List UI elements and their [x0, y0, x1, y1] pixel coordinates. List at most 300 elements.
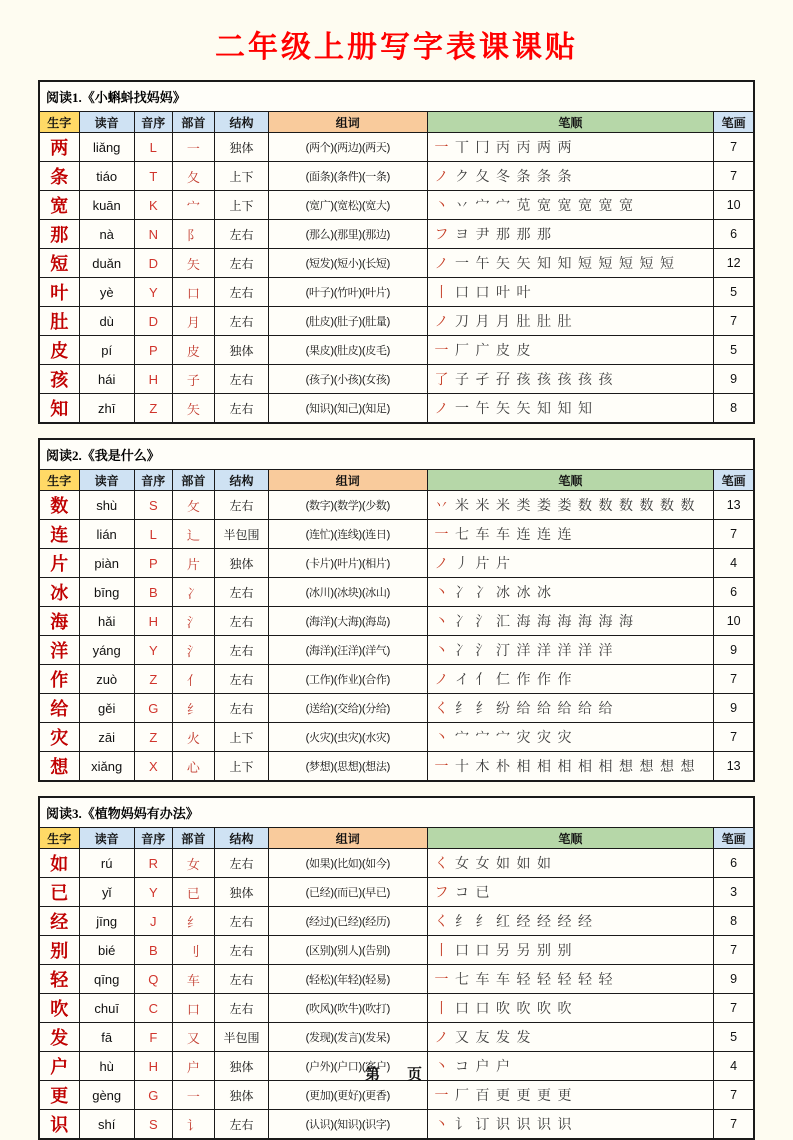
cell-strokes: 丶 冫 氵 汇 海 海 海 海 海 海 — [427, 607, 714, 636]
worksheet-table-2 — [38, 438, 755, 782]
cell-radical: 氵 — [172, 607, 214, 636]
cell-radical: 攵 — [172, 491, 214, 520]
column-header-words: 组词 — [269, 112, 427, 133]
cell-strokes: 一 厂 广 皮 皮 — [427, 336, 714, 365]
cell-pinyin: xiǎng — [79, 752, 134, 782]
table-row — [39, 191, 754, 220]
table-row — [39, 994, 754, 1023]
table-row — [39, 607, 754, 636]
cell-char: 连 — [39, 520, 79, 549]
cell-char: 户 — [39, 1052, 79, 1081]
table-row — [39, 849, 754, 878]
cell-radical: 车 — [172, 965, 214, 994]
cell-count: 5 — [714, 278, 754, 307]
cell-words: (区别)(别人)(告别) — [269, 936, 427, 965]
cell-initial: C — [134, 994, 172, 1023]
cell-words: (火灾)(虫灾)(水灾) — [269, 723, 427, 752]
table-caption: 阅读2.《我是什么》 — [39, 439, 754, 470]
cell-radical: 女 — [172, 849, 214, 878]
cell-words: (果皮)(肚皮)(皮毛) — [269, 336, 427, 365]
column-header-radical: 部首 — [172, 470, 214, 491]
cell-words: (叶子)(竹叶)(叶片) — [269, 278, 427, 307]
cell-pinyin: nà — [79, 220, 134, 249]
table-row — [39, 162, 754, 191]
cell-char: 皮 — [39, 336, 79, 365]
cell-char: 想 — [39, 752, 79, 782]
table-row — [39, 307, 754, 336]
cell-radical: 氵 — [172, 636, 214, 665]
cell-count: 13 — [714, 752, 754, 782]
cell-count: 7 — [714, 936, 754, 965]
cell-pinyin: zuò — [79, 665, 134, 694]
cell-pinyin: zhī — [79, 394, 134, 424]
cell-initial: R — [134, 849, 172, 878]
cell-initial: H — [134, 365, 172, 394]
cell-radical: 辶 — [172, 520, 214, 549]
cell-words: (两个)(两边)(两天) — [269, 133, 427, 162]
cell-initial: L — [134, 133, 172, 162]
cell-words: (孩子)(小孩)(女孩) — [269, 365, 427, 394]
cell-radical: 心 — [172, 752, 214, 782]
cell-structure: 左右 — [214, 994, 268, 1023]
column-header-structure: 结构 — [214, 470, 268, 491]
cell-strokes: 一 七 车 车 轻 轻 轻 轻 轻 — [427, 965, 714, 994]
table-row — [39, 1023, 754, 1052]
cell-pinyin: chuī — [79, 994, 134, 1023]
cell-structure: 独体 — [214, 133, 268, 162]
cell-char: 别 — [39, 936, 79, 965]
cell-initial: N — [134, 220, 172, 249]
cell-strokes: 丶 冫 冫 冰 冰 冰 — [427, 578, 714, 607]
cell-radical: 阝 — [172, 220, 214, 249]
column-header-words: 组词 — [269, 828, 427, 849]
cell-strokes: 丶 宀 宀 宀 灾 灾 灾 — [427, 723, 714, 752]
cell-structure: 左右 — [214, 491, 268, 520]
cell-words: (送给)(交给)(分给) — [269, 694, 427, 723]
cell-pinyin: liǎng — [79, 133, 134, 162]
cell-radical: 皮 — [172, 336, 214, 365]
cell-pinyin: hǎi — [79, 607, 134, 636]
cell-initial: H — [134, 607, 172, 636]
cell-radical: 口 — [172, 994, 214, 1023]
cell-words: (卡片)(叶片)(相片) — [269, 549, 427, 578]
column-header-structure: 结构 — [214, 112, 268, 133]
cell-initial: G — [134, 1081, 172, 1110]
cell-radical: 纟 — [172, 907, 214, 936]
cell-words: (如果)(比如)(如今) — [269, 849, 427, 878]
cell-pinyin: bīng — [79, 578, 134, 607]
table-row — [39, 936, 754, 965]
cell-structure: 左右 — [214, 849, 268, 878]
cell-words: (户外)(户口)(客户) — [269, 1052, 427, 1081]
cell-radical: 片 — [172, 549, 214, 578]
cell-strokes: 一 七 车 车 连 连 连 — [427, 520, 714, 549]
cell-words: (宽广)(宽松)(宽大) — [269, 191, 427, 220]
cell-pinyin: fā — [79, 1023, 134, 1052]
cell-structure: 左右 — [214, 607, 268, 636]
cell-pinyin: yáng — [79, 636, 134, 665]
cell-words: (发现)(发言)(发呆) — [269, 1023, 427, 1052]
column-header-pinyin: 读音 — [79, 828, 134, 849]
cell-count: 5 — [714, 336, 754, 365]
cell-count: 12 — [714, 249, 754, 278]
cell-words: (工作)(作业)(合作) — [269, 665, 427, 694]
cell-pinyin: hù — [79, 1052, 134, 1081]
column-header-count: 笔画 — [714, 470, 754, 491]
cell-structure: 左右 — [214, 936, 268, 965]
cell-count: 9 — [714, 365, 754, 394]
cell-radical: 火 — [172, 723, 214, 752]
cell-strokes: 丨 口 口 吹 吹 吹 吹 — [427, 994, 714, 1023]
cell-strokes: ノ 又 友 发 发 — [427, 1023, 714, 1052]
cell-radical: 一 — [172, 1081, 214, 1110]
cell-char: 海 — [39, 607, 79, 636]
cell-count: 4 — [714, 1052, 754, 1081]
cell-structure: 左右 — [214, 1110, 268, 1140]
cell-char: 孩 — [39, 365, 79, 394]
column-header-count: 笔画 — [714, 828, 754, 849]
cell-char: 已 — [39, 878, 79, 907]
cell-structure: 上下 — [214, 191, 268, 220]
cell-initial: H — [134, 1052, 172, 1081]
cell-words: (冰川)(冰块)(冰山) — [269, 578, 427, 607]
cell-radical: 亻 — [172, 665, 214, 694]
cell-initial: K — [134, 191, 172, 220]
column-header-strokes: 笔顺 — [427, 828, 714, 849]
cell-count: 7 — [714, 1110, 754, 1140]
cell-char: 经 — [39, 907, 79, 936]
cell-char: 灾 — [39, 723, 79, 752]
cell-count: 9 — [714, 694, 754, 723]
cell-pinyin: zāi — [79, 723, 134, 752]
cell-structure: 左右 — [214, 365, 268, 394]
cell-strokes: 一 丅 冂 丙 丙 两 两 — [427, 133, 714, 162]
column-header-initial: 音序 — [134, 112, 172, 133]
cell-strokes: く 纟 纟 纷 给 给 给 给 给 — [427, 694, 714, 723]
header-row — [39, 470, 754, 491]
cell-count: 4 — [714, 549, 754, 578]
cell-words: (经过)(已经)(经历) — [269, 907, 427, 936]
cell-words: (数字)(数学)(少数) — [269, 491, 427, 520]
cell-words: (连忙)(连线)(连日) — [269, 520, 427, 549]
cell-count: 7 — [714, 307, 754, 336]
cell-count: 7 — [714, 723, 754, 752]
cell-radical: 口 — [172, 278, 214, 307]
cell-char: 肚 — [39, 307, 79, 336]
cell-char: 两 — [39, 133, 79, 162]
cell-initial: P — [134, 549, 172, 578]
table-row — [39, 965, 754, 994]
cell-char: 宽 — [39, 191, 79, 220]
table-caption: 阅读1.《小蝌蚪找妈妈》 — [39, 81, 754, 112]
cell-char: 吹 — [39, 994, 79, 1023]
table-row — [39, 220, 754, 249]
cell-pinyin: bié — [79, 936, 134, 965]
cell-count: 7 — [714, 665, 754, 694]
cell-structure: 左右 — [214, 636, 268, 665]
worksheet-table-1 — [38, 80, 755, 424]
page-title: 二年级上册写字表课课贴 — [215, 31, 578, 64]
cell-initial: Z — [134, 394, 172, 424]
table-row — [39, 723, 754, 752]
table-row — [39, 365, 754, 394]
cell-radical: 冫 — [172, 578, 214, 607]
column-header-count: 笔画 — [714, 112, 754, 133]
cell-strokes: 丨 口 口 叶 叶 — [427, 278, 714, 307]
cell-words: (短发)(短小)(长短) — [269, 249, 427, 278]
cell-initial: B — [134, 936, 172, 965]
column-header-char: 生字 — [39, 112, 79, 133]
cell-strokes: 一 厂 百 更 更 更 更 — [427, 1081, 714, 1110]
cell-count: 6 — [714, 220, 754, 249]
cell-initial: X — [134, 752, 172, 782]
column-header-structure: 结构 — [214, 828, 268, 849]
cell-pinyin: piàn — [79, 549, 134, 578]
cell-radical: 宀 — [172, 191, 214, 220]
cell-initial: D — [134, 307, 172, 336]
table-row — [39, 752, 754, 782]
cell-count: 7 — [714, 520, 754, 549]
cell-char: 数 — [39, 491, 79, 520]
cell-count: 13 — [714, 491, 754, 520]
cell-initial: J — [134, 907, 172, 936]
cell-strokes: 丶 讠 订 识 识 识 识 — [427, 1110, 714, 1140]
cell-count: 7 — [714, 162, 754, 191]
table-row — [39, 394, 754, 424]
table-row — [39, 336, 754, 365]
cell-structure: 独体 — [214, 1081, 268, 1110]
cell-char: 条 — [39, 162, 79, 191]
cell-pinyin: gěi — [79, 694, 134, 723]
table-row — [39, 878, 754, 907]
cell-initial: Z — [134, 665, 172, 694]
cell-pinyin: lián — [79, 520, 134, 549]
cell-pinyin: pí — [79, 336, 134, 365]
cell-strokes: ノ イ 亻 仁 作 作 作 — [427, 665, 714, 694]
cell-initial: P — [134, 336, 172, 365]
cell-initial: Y — [134, 278, 172, 307]
cell-pinyin: rú — [79, 849, 134, 878]
cell-count: 9 — [714, 636, 754, 665]
cell-count: 10 — [714, 191, 754, 220]
cell-structure: 左右 — [214, 220, 268, 249]
cell-radical: 月 — [172, 307, 214, 336]
cell-initial: Z — [134, 723, 172, 752]
cell-structure: 左右 — [214, 394, 268, 424]
cell-strokes: 一 十 木 朴 相 相 相 相 相 想 想 想 想 — [427, 752, 714, 782]
cell-char: 洋 — [39, 636, 79, 665]
cell-structure: 左右 — [214, 278, 268, 307]
cell-char: 识 — [39, 1110, 79, 1140]
table-row — [39, 694, 754, 723]
cell-radical: 已 — [172, 878, 214, 907]
table-row — [39, 1110, 754, 1140]
worksheet-table-3 — [38, 796, 755, 1140]
cell-radical: 一 — [172, 133, 214, 162]
cell-radical: 纟 — [172, 694, 214, 723]
cell-structure: 左右 — [214, 694, 268, 723]
cell-pinyin: duǎn — [79, 249, 134, 278]
cell-count: 6 — [714, 849, 754, 878]
cell-count: 7 — [714, 1081, 754, 1110]
tables — [38, 80, 755, 1140]
cell-initial: D — [134, 249, 172, 278]
cell-pinyin: jīng — [79, 907, 134, 936]
column-header-radical: 部首 — [172, 112, 214, 133]
table-row — [39, 133, 754, 162]
cell-strokes: ノ 丿 片 片 — [427, 549, 714, 578]
cell-pinyin: kuān — [79, 191, 134, 220]
cell-char: 知 — [39, 394, 79, 424]
cell-count: 6 — [714, 578, 754, 607]
cell-char: 轻 — [39, 965, 79, 994]
cell-char: 叶 — [39, 278, 79, 307]
cell-pinyin: dù — [79, 307, 134, 336]
cell-count: 7 — [714, 133, 754, 162]
cell-count: 8 — [714, 394, 754, 424]
table-row — [39, 278, 754, 307]
cell-words: (那么)(那里)(那边) — [269, 220, 427, 249]
cell-char: 如 — [39, 849, 79, 878]
cell-words: (梦想)(思想)(想法) — [269, 752, 427, 782]
table-row — [39, 907, 754, 936]
cell-char: 给 — [39, 694, 79, 723]
table-row — [39, 665, 754, 694]
cell-char: 片 — [39, 549, 79, 578]
cell-initial: G — [134, 694, 172, 723]
cell-structure: 左右 — [214, 965, 268, 994]
cell-count: 7 — [714, 994, 754, 1023]
cell-words: (肚皮)(肚子)(肚量) — [269, 307, 427, 336]
page-footer: 第 页 — [364, 1066, 428, 1083]
cell-char: 冰 — [39, 578, 79, 607]
column-header-initial: 音序 — [134, 470, 172, 491]
column-header-char: 生字 — [39, 470, 79, 491]
cell-words: (知识)(知己)(知足) — [269, 394, 427, 424]
column-header-char: 生字 — [39, 828, 79, 849]
table-row — [39, 491, 754, 520]
cell-radical: 讠 — [172, 1110, 214, 1140]
table-row — [39, 578, 754, 607]
cell-pinyin: yǐ — [79, 878, 134, 907]
cell-words: (已经)(而已)(早已) — [269, 878, 427, 907]
cell-initial: Y — [134, 636, 172, 665]
cell-structure: 左右 — [214, 578, 268, 607]
cell-structure: 左右 — [214, 307, 268, 336]
cell-words: (面条)(条件)(一条) — [269, 162, 427, 191]
cell-structure: 左右 — [214, 249, 268, 278]
cell-strokes: 丶 コ 户 户 — [427, 1052, 714, 1081]
cell-strokes: 了 子 孑 孖 孩 孩 孩 孩 孩 — [427, 365, 714, 394]
cell-strokes: 丶 冫 氵 汀 洋 洋 洋 洋 洋 — [427, 636, 714, 665]
cell-structure: 独体 — [214, 549, 268, 578]
cell-pinyin: hái — [79, 365, 134, 394]
cell-structure: 独体 — [214, 1052, 268, 1081]
cell-radical: 矢 — [172, 394, 214, 424]
cell-radical: 夂 — [172, 162, 214, 191]
cell-words: (海洋)(汪洋)(洋气) — [269, 636, 427, 665]
table-row — [39, 549, 754, 578]
table-row — [39, 1081, 754, 1110]
cell-strokes: ノ 一 午 矢 矢 知 知 知 — [427, 394, 714, 424]
cell-structure: 独体 — [214, 878, 268, 907]
cell-words: (轻松)(年轻)(轻易) — [269, 965, 427, 994]
cell-char: 短 — [39, 249, 79, 278]
cell-structure: 上下 — [214, 723, 268, 752]
table-row — [39, 636, 754, 665]
cell-strokes: フ ヨ 尹 那 那 那 — [427, 220, 714, 249]
table-caption: 阅读3.《植物妈妈有办法》 — [39, 797, 754, 828]
cell-strokes: く 女 女 如 如 如 — [427, 849, 714, 878]
cell-structure: 左右 — [214, 665, 268, 694]
cell-count: 9 — [714, 965, 754, 994]
cell-strokes: 丨 口 口 另 另 别 别 — [427, 936, 714, 965]
cell-strokes: 丶 丷 宀 宀 苋 宽 宽 宽 宽 宽 — [427, 191, 714, 220]
cell-pinyin: shù — [79, 491, 134, 520]
column-header-initial: 音序 — [134, 828, 172, 849]
table-row — [39, 520, 754, 549]
cell-count: 5 — [714, 1023, 754, 1052]
cell-strokes: フ コ 已 — [427, 878, 714, 907]
cell-strokes: 丷 米 米 米 类 娄 娄 数 数 数 数 数 数 — [427, 491, 714, 520]
cell-char: 作 — [39, 665, 79, 694]
table-row — [39, 249, 754, 278]
cell-structure: 半包围 — [214, 1023, 268, 1052]
cell-strokes: く 纟 纟 红 经 经 经 经 — [427, 907, 714, 936]
cell-count: 10 — [714, 607, 754, 636]
cell-initial: Q — [134, 965, 172, 994]
cell-initial: T — [134, 162, 172, 191]
column-header-strokes: 笔顺 — [427, 470, 714, 491]
cell-words: (更加)(更好)(更香) — [269, 1081, 427, 1110]
cell-structure: 独体 — [214, 336, 268, 365]
cell-words: (海洋)(大海)(海岛) — [269, 607, 427, 636]
cell-radical: 又 — [172, 1023, 214, 1052]
column-header-pinyin: 读音 — [79, 470, 134, 491]
column-header-strokes: 笔顺 — [427, 112, 714, 133]
cell-radical: 子 — [172, 365, 214, 394]
cell-char: 更 — [39, 1081, 79, 1110]
cell-count: 8 — [714, 907, 754, 936]
cell-initial: S — [134, 491, 172, 520]
header-row — [39, 112, 754, 133]
cell-structure: 半包围 — [214, 520, 268, 549]
cell-strokes: ノ ク 夂 冬 条 条 条 — [427, 162, 714, 191]
cell-pinyin: yè — [79, 278, 134, 307]
cell-char: 发 — [39, 1023, 79, 1052]
cell-words: (认识)(知识)(识字) — [269, 1110, 427, 1140]
cell-strokes: ノ 一 午 矢 矢 知 知 短 短 短 短 短 — [427, 249, 714, 278]
cell-structure: 左右 — [214, 907, 268, 936]
cell-initial: L — [134, 520, 172, 549]
cell-pinyin: qīng — [79, 965, 134, 994]
cell-initial: S — [134, 1110, 172, 1140]
cell-structure: 上下 — [214, 162, 268, 191]
cell-initial: Y — [134, 878, 172, 907]
cell-pinyin: gèng — [79, 1081, 134, 1110]
cell-initial: B — [134, 578, 172, 607]
header-row — [39, 828, 754, 849]
cell-radical: 户 — [172, 1052, 214, 1081]
cell-strokes: ノ 刀 月 月 肚 肚 肚 — [427, 307, 714, 336]
cell-count: 3 — [714, 878, 754, 907]
cell-initial: F — [134, 1023, 172, 1052]
cell-radical: 矢 — [172, 249, 214, 278]
column-header-radical: 部首 — [172, 828, 214, 849]
cell-radical: 刂 — [172, 936, 214, 965]
column-header-words: 组词 — [269, 470, 427, 491]
cell-words: (吹风)(吹牛)(吹打) — [269, 994, 427, 1023]
